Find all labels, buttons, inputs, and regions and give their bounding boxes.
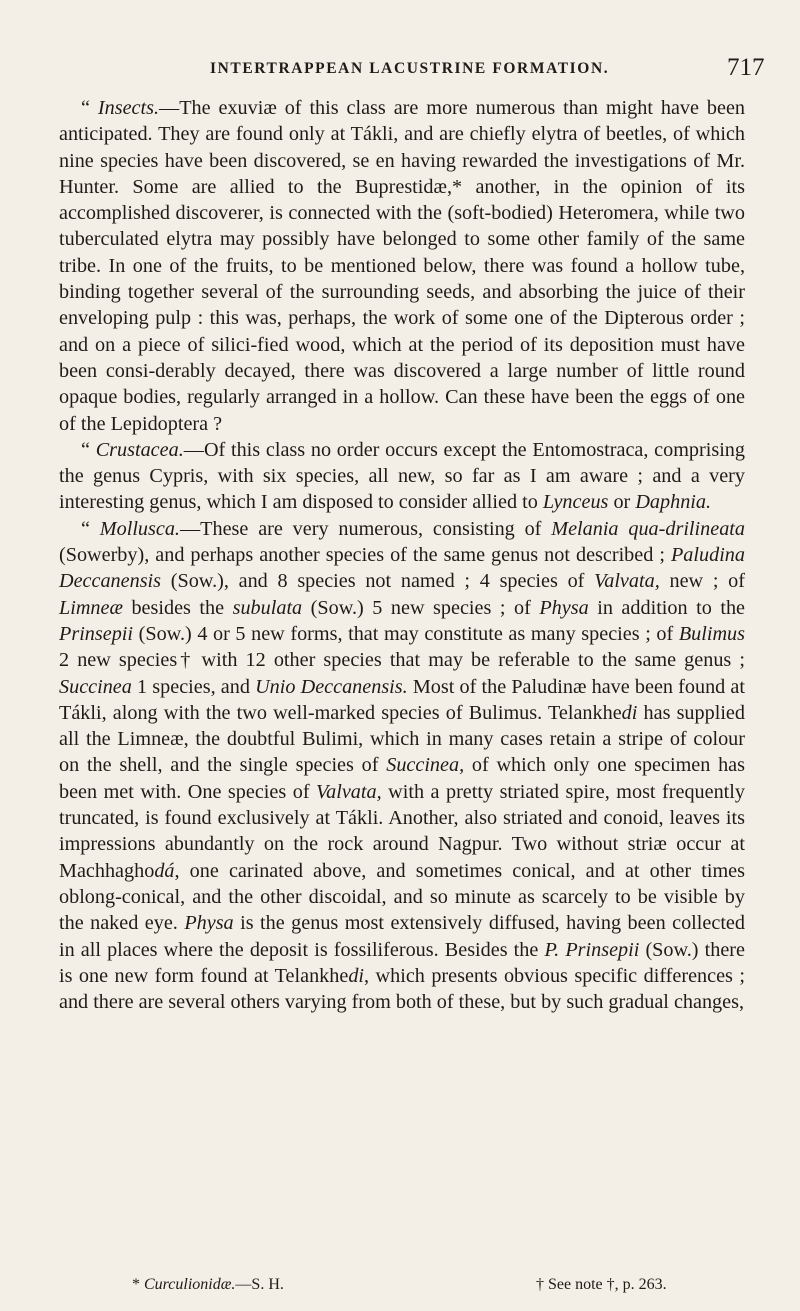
text-run: (Sow.) there is one new form found at Telankhe (59, 938, 745, 987)
text-run: 1 species, and (131, 675, 256, 698)
place-name-italic: dá (154, 859, 175, 882)
footnote-1 (132, 1276, 284, 1294)
text-run: 2 new species† with 12 other species that may be referable to the same genus ; (59, 649, 745, 672)
text-run: with a pretty striated spire, most frequently truncated, is found exclusively at Tákli. Another, also striated and conoid, leaves its impressions abundantly on the rock around Nagpur. Two without striæ occur at Machhagho (59, 780, 745, 882)
taxon-name: Succinea (59, 675, 132, 698)
text-run: of which only one specimen has been met with. One species of (59, 754, 746, 803)
taxon-name: Melania qua-drilineata (551, 517, 745, 540)
footnote-term: Curculionidæ. (144, 1276, 236, 1293)
taxon-name: Physa (184, 912, 234, 935)
footnote-2: † See note †, p. 263. (536, 1276, 667, 1293)
place-name-italic: di (348, 964, 365, 987)
text-run: (Sow.) 5 new species ; of (302, 596, 540, 619)
taxon-name: Physa (539, 596, 589, 619)
text-run: or (608, 491, 636, 514)
text-run: Most of the Paludinæ have been found at Tákli, along with the two well-marked species of Bulimus. Telankhe (59, 675, 745, 724)
text-run: (Sow.) 4 or 5 new forms, that may constitute as many species ; of (133, 622, 679, 645)
paragraph-mollusca (59, 516, 745, 1016)
taxon-name: Lynceus (542, 491, 609, 514)
open-quote: “ (81, 97, 98, 119)
taxon-name: P. Prinsepii (544, 938, 640, 961)
text-run: (Sowerby), and perhaps another species of the same genus not described ; (59, 544, 671, 567)
taxon-name: Daphnia. (635, 491, 712, 514)
text-run: —Of this class no order occurs except the Entomostraca, comprising the genus Cypris, with six species, all new, so far as I am aware ; and a very interesting genus, which I am disposed to consider allied to (59, 438, 745, 514)
text-run: —These are very numerous, consisting of (179, 517, 552, 540)
taxon-name: Bulimus (678, 622, 745, 645)
text-run: (Sow.), and 8 species not named ; 4 species of (161, 570, 595, 593)
taxon-name: Valvata, (316, 780, 382, 803)
page-number: 717 (727, 54, 765, 81)
text-run: new ; of (659, 570, 745, 593)
taxon-name: subulata (232, 596, 303, 619)
section-term-insects: Insects. (97, 97, 159, 119)
text-run: , one carinated above, and sometimes conical, and at other times oblong-conical, and the other discoidal, and so minute as scarcely to be visible by the naked eye. (59, 859, 745, 935)
body-text (59, 95, 745, 1015)
text-run: is the genus most extensively diffused, having been collected in all places where the deposit is fossiliferous. Besides the (59, 912, 745, 961)
paragraph-insects (59, 95, 745, 437)
place-name-italic: di (621, 701, 638, 724)
text-run: , which presents obvious specific differences ; and there are several others varying from both of these, but by such gradual changes, (59, 964, 745, 1014)
section-term-crustacea: Crustacea. (95, 438, 184, 461)
open-quote: “ (81, 438, 96, 461)
text-run: in addition to the (588, 596, 746, 619)
running-title: INTERTRAPPEAN LACUSTRINE FORMATION. (210, 60, 610, 77)
paragraph-crustacea (59, 437, 745, 516)
open-quote: “ (81, 517, 100, 540)
text-run: besides the (122, 596, 233, 619)
taxon-name: Unio Deccanensis. (255, 675, 408, 698)
footnote-text: —S. H. (235, 1276, 284, 1293)
taxon-name: Succinea, (386, 754, 465, 777)
taxon-name: Limneæ (59, 596, 123, 619)
text-run: has supplied all the Limneæ, the doubtful Bulimi, which in many cases retain a stripe of colour on the shell, and the single species of (59, 701, 745, 777)
footnote-mark: * (132, 1276, 144, 1293)
taxon-name: Paludina Deccanensis (59, 544, 745, 593)
taxon-name: Prinsepii (59, 622, 134, 645)
section-term-mollusca: Mollusca. (99, 517, 180, 540)
taxon-name: Valvata, (594, 570, 660, 593)
text-run: —The exuviæ of this class are more numerous than might have been anticipated. They are found only at Tákli, and are chiefly elytra of beetles, of which nine species have been discovered, se en having rewarded the investigations of Mr. Hunter. Some are allied to the Buprestidæ,* another, in the opinion of its accomplished discoverer, is connected with the (soft-bodied) Heteromera, while two tuberculated elytra may possibly have belonged to some other family of the same tribe. In one of the fruits, to be mentioned below, there was found a hollow tube, binding together several of the surrounding seeds, and absorbing the juice of their enveloping pulp : this was, perhaps, the work of some one of the Dipterous order ; and on a piece of silici-fied wood, which at the period of its deposition must have been consi-derably decayed, there was discovered a large number of little round opaque bodies, regularly arranged in a hollow. Can these have been the eggs of one of the Lepidoptera ? (59, 97, 745, 435)
